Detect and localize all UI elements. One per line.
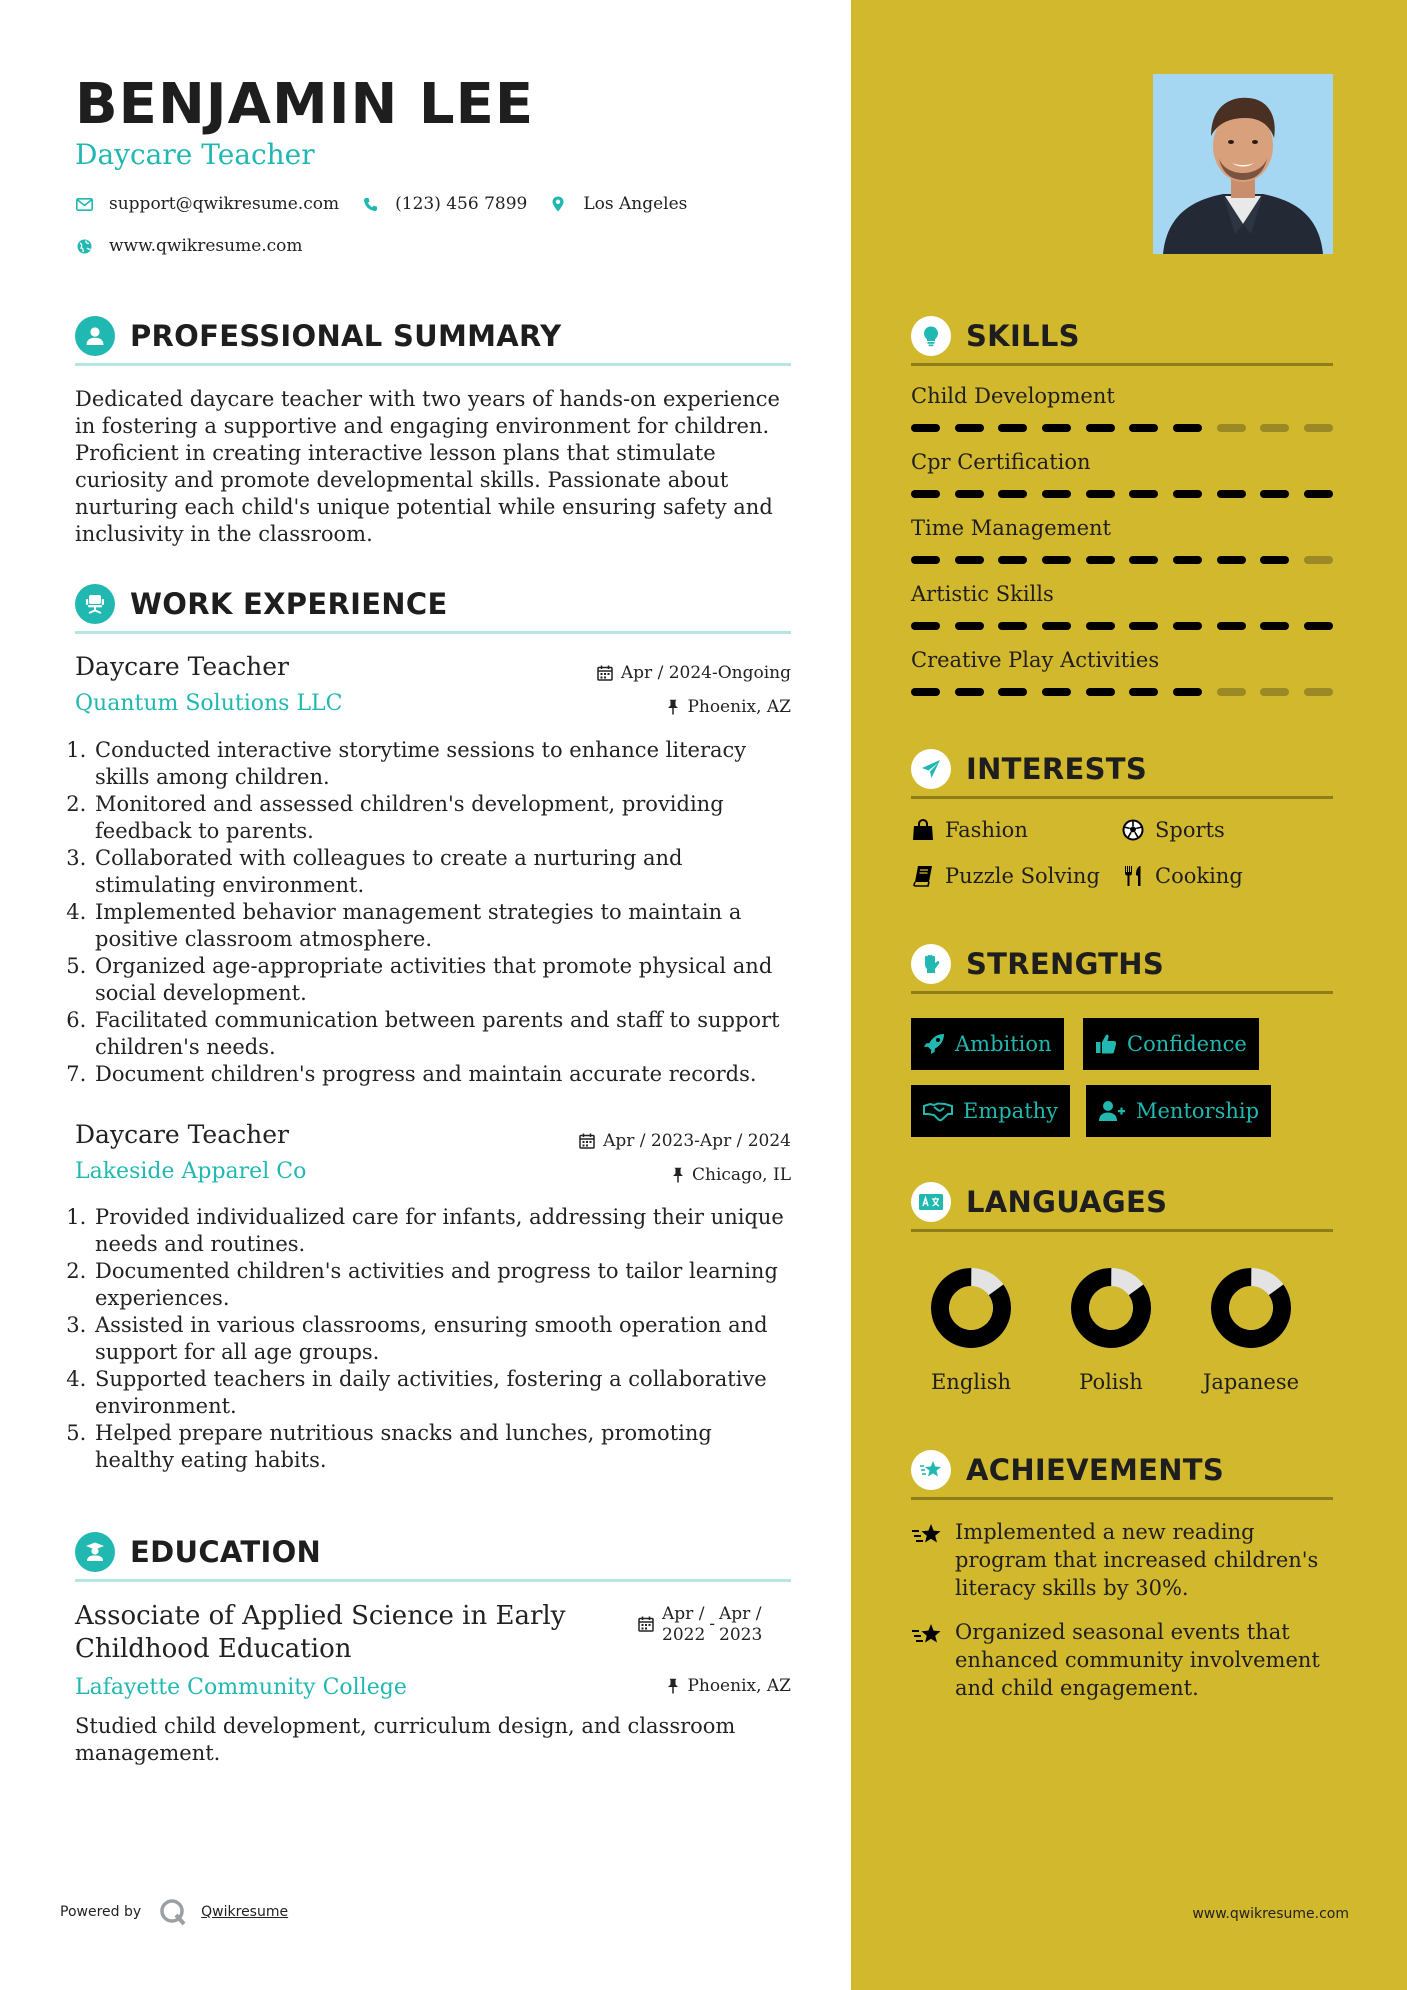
skill-segment: [1217, 556, 1246, 564]
strength-label: Empathy: [963, 1099, 1059, 1123]
skill-segment: [1217, 424, 1246, 432]
skill-segment: [1260, 490, 1289, 498]
skill-item-0: [911, 384, 1333, 432]
language-ring: [1065, 1262, 1157, 1354]
paper-plane-icon: [911, 749, 951, 789]
skill-label: Cpr Certification: [911, 450, 1091, 474]
start-date: [662, 1604, 705, 1646]
language-label: English: [930, 1370, 1012, 1394]
degree-line-2: Childhood Education: [75, 1634, 352, 1664]
skill-segment: [1129, 622, 1158, 630]
skill-segment: [1217, 490, 1246, 498]
job-1-company: Quantum Solutions LLC: [75, 691, 343, 716]
list-item: 5. Organized age-appropriate activities that promote physical and social development.: [93, 953, 795, 1007]
interest-label: Cooking: [1155, 864, 1243, 888]
list-item: 1. Provided individualized care for infants, addressing their unique needs and routines.: [93, 1204, 795, 1258]
email-text[interactable]: support@qwikresume.com: [109, 194, 340, 214]
achievement-item-1: [911, 1618, 1333, 1702]
phone-icon: [361, 195, 379, 213]
interest-label: Puzzle Solving: [945, 864, 1100, 888]
map-pin-icon: [549, 195, 567, 213]
skill-segment: [1042, 424, 1071, 432]
strength-label: Mentorship: [1136, 1099, 1260, 1123]
skill-segment: [955, 556, 984, 564]
skill-segment: [1173, 688, 1202, 696]
calendar-icon: [638, 1616, 654, 1632]
strength-tag-2: [911, 1085, 1070, 1137]
list-item: 2. Documented children's activities and progress to tailor learning experiences.: [93, 1258, 795, 1312]
summary-title: PROFESSIONAL SUMMARY: [130, 319, 562, 353]
end-date-month: Apr /: [719, 1604, 762, 1624]
pushpin-icon: [672, 1167, 684, 1183]
contact-row-1: [75, 194, 709, 214]
job-1-duties: [75, 737, 795, 1088]
job-2-duties: [75, 1204, 795, 1474]
utensils-icon: [1121, 864, 1145, 888]
skill-segment: [1086, 424, 1115, 432]
graduate-icon: [75, 1532, 115, 1572]
skill-segment: [1173, 490, 1202, 498]
summary-divider: [75, 363, 791, 366]
skill-segment: [1260, 622, 1289, 630]
skill-segment: [1042, 490, 1071, 498]
skill-segment: [1086, 688, 1115, 696]
powered-by-text: Powered by: [60, 1904, 142, 1920]
skill-segment: [1304, 424, 1333, 432]
skills-header: [911, 316, 1080, 356]
end-date: [719, 1604, 762, 1646]
office-chair-icon: [75, 584, 115, 624]
degree-title: [75, 1600, 565, 1666]
strengths-header: [911, 944, 1164, 984]
education-divider: [75, 1579, 791, 1582]
start-date-month: Apr /: [662, 1604, 705, 1624]
summary-text: Dedicated daycare teacher with two years of hands-on experience in fostering a supportive and engaging environment for children. Proficient in creating interactive lesson plans that stimulate curiosity and promote developmental skills. Passionate about nurturing each child's unique potential while ensuring safety and inclusivity in the classroom.: [75, 387, 780, 546]
skill-level-bar: [911, 556, 1333, 564]
handshake-icon: [923, 1100, 953, 1122]
qwikresume-link[interactable]: Qwikresume: [201, 1904, 289, 1920]
skill-segment: [1217, 688, 1246, 696]
user-plus-icon: [1098, 1100, 1126, 1122]
skill-item-4: [911, 648, 1333, 696]
skill-item-1: [911, 450, 1333, 498]
skill-label: Creative Play Activities: [911, 648, 1160, 672]
skills-divider: [911, 363, 1333, 366]
skill-segment: [955, 688, 984, 696]
skill-segment: [1042, 556, 1071, 564]
skill-level-bar: [911, 688, 1333, 696]
strength-label: Ambition: [955, 1032, 1052, 1056]
strength-tag-1: [1083, 1018, 1259, 1070]
skill-segment: [1042, 622, 1071, 630]
skill-segment: [1173, 622, 1202, 630]
skill-segment: [998, 622, 1027, 630]
languages-divider: [911, 1229, 1333, 1232]
skill-segment: [1129, 490, 1158, 498]
language-ring: [925, 1262, 1017, 1354]
strengths-divider: [911, 991, 1333, 994]
skill-segment: [1129, 556, 1158, 564]
skill-segment: [1129, 424, 1158, 432]
list-item: 3. Assisted in various classrooms, ensuring smooth operation and support for all age groups.: [93, 1312, 795, 1366]
education-text: Studied child development, curriculum design, and classroom management.: [75, 1714, 736, 1765]
skill-segment: [1260, 688, 1289, 696]
skill-segment: [998, 556, 1027, 564]
job-1-title: Daycare Teacher: [75, 652, 289, 681]
skill-segment: [1217, 622, 1246, 630]
skill-segment: [1304, 688, 1333, 696]
achievement-text: Implemented a new reading program that increased children's literacy skills by 30%.: [955, 1520, 1319, 1600]
skill-segment: [1129, 688, 1158, 696]
footer-website[interactable]: www.qwikresume.com: [1192, 1906, 1349, 1922]
job-2-title: Daycare Teacher: [75, 1120, 289, 1149]
list-item: 1. Conducted interactive storytime sessions to enhance literacy skills among children.: [93, 737, 795, 791]
candidate-name: BENJAMIN LEE: [75, 72, 535, 137]
skill-segment: [1304, 490, 1333, 498]
skill-segment: [1086, 622, 1115, 630]
star-badge-icon: [911, 1450, 951, 1490]
skill-segment: [1173, 556, 1202, 564]
skill-segment: [1260, 424, 1289, 432]
shopping-bag-icon: [911, 818, 935, 842]
school-name: Lafayette Community College: [75, 1675, 407, 1700]
skill-item-3: [911, 582, 1333, 630]
job-1-dates-text: Apr / 2024-Ongoing: [620, 663, 791, 683]
skills-title: SKILLS: [966, 319, 1080, 353]
skill-segment: [911, 622, 940, 630]
skill-segment: [911, 688, 940, 696]
interest-label: Sports: [1155, 818, 1225, 842]
job-2-location-text: Chicago, IL: [692, 1165, 791, 1185]
language-ring: [1205, 1262, 1297, 1354]
skill-segment: [998, 490, 1027, 498]
pushpin-icon: [667, 699, 679, 715]
soccer-ball-icon: [1121, 818, 1145, 842]
shooting-star-icon: [911, 1618, 945, 1702]
achievements-header: [911, 1450, 1224, 1490]
language-label: Polish: [1079, 1370, 1143, 1394]
interests-header: [911, 749, 1147, 789]
lightbulb-icon: [911, 316, 951, 356]
candidate-role: Daycare Teacher: [75, 138, 315, 171]
list-item: 7. Document children's progress and maintain accurate records.: [93, 1061, 795, 1088]
language-label: Japanese: [1202, 1370, 1300, 1394]
degree-line-1: Associate of Applied Science in Early: [75, 1601, 566, 1631]
job-1-dates: [597, 663, 791, 683]
skill-label: Child Development: [911, 384, 1115, 408]
skill-segment: [911, 424, 940, 432]
fist-icon: [911, 944, 951, 984]
list-item: 6. Facilitated communication between parents and staff to support children's needs.: [93, 1007, 795, 1061]
list-item: 3. Collaborated with colleagues to create a nurturing and stimulating environment.: [93, 845, 795, 899]
interest-label: Fashion: [945, 818, 1028, 842]
interest-item-3: [1121, 864, 1243, 888]
education-dates: [638, 1604, 762, 1646]
strength-label: Confidence: [1127, 1032, 1247, 1056]
skill-label: Time Management: [911, 516, 1111, 540]
skill-segment: [911, 490, 940, 498]
skill-level-bar: [911, 424, 1333, 432]
achievements-title: ACHIEVEMENTS: [966, 1453, 1225, 1487]
achievements-divider: [911, 1497, 1333, 1500]
languages-header: [911, 1182, 1167, 1222]
calendar-icon: [579, 1133, 595, 1149]
skill-segment: [998, 688, 1027, 696]
skill-level-bar: [911, 490, 1333, 498]
user-icon: [75, 316, 115, 356]
skill-segment: [955, 424, 984, 432]
education-location-text: Phoenix, AZ: [687, 1676, 791, 1696]
interests-divider: [911, 796, 1333, 799]
languages-title: LANGUAGES: [966, 1185, 1168, 1219]
phone-text[interactable]: (123) 456 7899: [395, 194, 528, 214]
contact-row-2: [75, 236, 325, 256]
website-text[interactable]: www.qwikresume.com: [109, 236, 303, 256]
profile-photo: [1153, 74, 1333, 254]
summary-header: [75, 316, 561, 356]
globe-icon: [75, 237, 93, 255]
education-title: EDUCATION: [130, 1535, 322, 1569]
experience-divider: [75, 631, 791, 634]
list-item: 5. Helped prepare nutritious snacks and lunches, promoting healthy eating habits.: [93, 1420, 795, 1474]
start-date-year: 2022: [662, 1625, 706, 1645]
strengths-title: STRENGTHS: [966, 947, 1165, 981]
skill-segment: [1086, 490, 1115, 498]
job-2-dates-text: Apr / 2023-Apr / 2024: [603, 1131, 791, 1151]
skill-label: Artistic Skills: [911, 582, 1054, 606]
list-item: 4. Implemented behavior management strategies to maintain a positive classroom atmosphere.: [93, 899, 795, 953]
skill-segment: [1260, 556, 1289, 564]
job-1-location-text: Phoenix, AZ: [687, 697, 791, 717]
job-1-location: [667, 697, 791, 717]
envelope-icon: [75, 195, 93, 213]
skill-segment: [1304, 556, 1333, 564]
education-location: [667, 1676, 791, 1696]
shooting-star-icon: [911, 1518, 945, 1602]
language-item-2: [1191, 1262, 1311, 1394]
interests-title: INTERESTS: [966, 752, 1148, 786]
experience-header: [75, 584, 448, 624]
strength-tag-0: [911, 1018, 1064, 1070]
skill-segment: [1304, 622, 1333, 630]
skill-item-2: [911, 516, 1333, 564]
list-item: 4. Supported teachers in daily activities, fostering a collaborative environment.: [93, 1366, 795, 1420]
job-2-company: Lakeside Apparel Co: [75, 1159, 307, 1184]
language-item-0: [911, 1262, 1031, 1394]
skill-segment: [1086, 556, 1115, 564]
end-date-year: 2023: [719, 1625, 763, 1645]
skill-segment: [1042, 688, 1071, 696]
strength-tag-3: [1086, 1085, 1271, 1137]
achievement-text: Organized seasonal events that enhanced community involvement and child engagement.: [955, 1620, 1320, 1700]
job-2-location: [672, 1165, 791, 1185]
translate-icon: [911, 1182, 951, 1222]
interest-item-1: [1121, 818, 1225, 842]
skill-segment: [911, 556, 940, 564]
education-header: [75, 1532, 321, 1572]
achievement-item-0: [911, 1518, 1333, 1602]
skill-segment: [955, 622, 984, 630]
skill-segment: [955, 490, 984, 498]
calendar-icon: [597, 665, 613, 681]
date-dash: -: [709, 1614, 716, 1634]
skill-level-bar: [911, 622, 1333, 630]
skill-segment: [998, 424, 1027, 432]
experience-title: WORK EXPERIENCE: [130, 587, 448, 621]
skill-segment: [1173, 424, 1202, 432]
rocket-icon: [923, 1033, 945, 1055]
interest-item-2: [911, 864, 1100, 888]
book-icon: [911, 864, 935, 888]
pushpin-icon: [667, 1678, 679, 1694]
job-2-dates: [579, 1131, 791, 1151]
thumbs-up-icon: [1095, 1033, 1117, 1055]
qwikresume-logo-icon: [159, 1898, 187, 1926]
language-item-1: [1051, 1262, 1171, 1394]
list-item: 2. Monitored and assessed children's development, providing feedback to parents.: [93, 791, 795, 845]
interest-item-0: [911, 818, 1028, 842]
location-text: Los Angeles: [583, 194, 688, 214]
powered-by: [60, 1898, 288, 1926]
